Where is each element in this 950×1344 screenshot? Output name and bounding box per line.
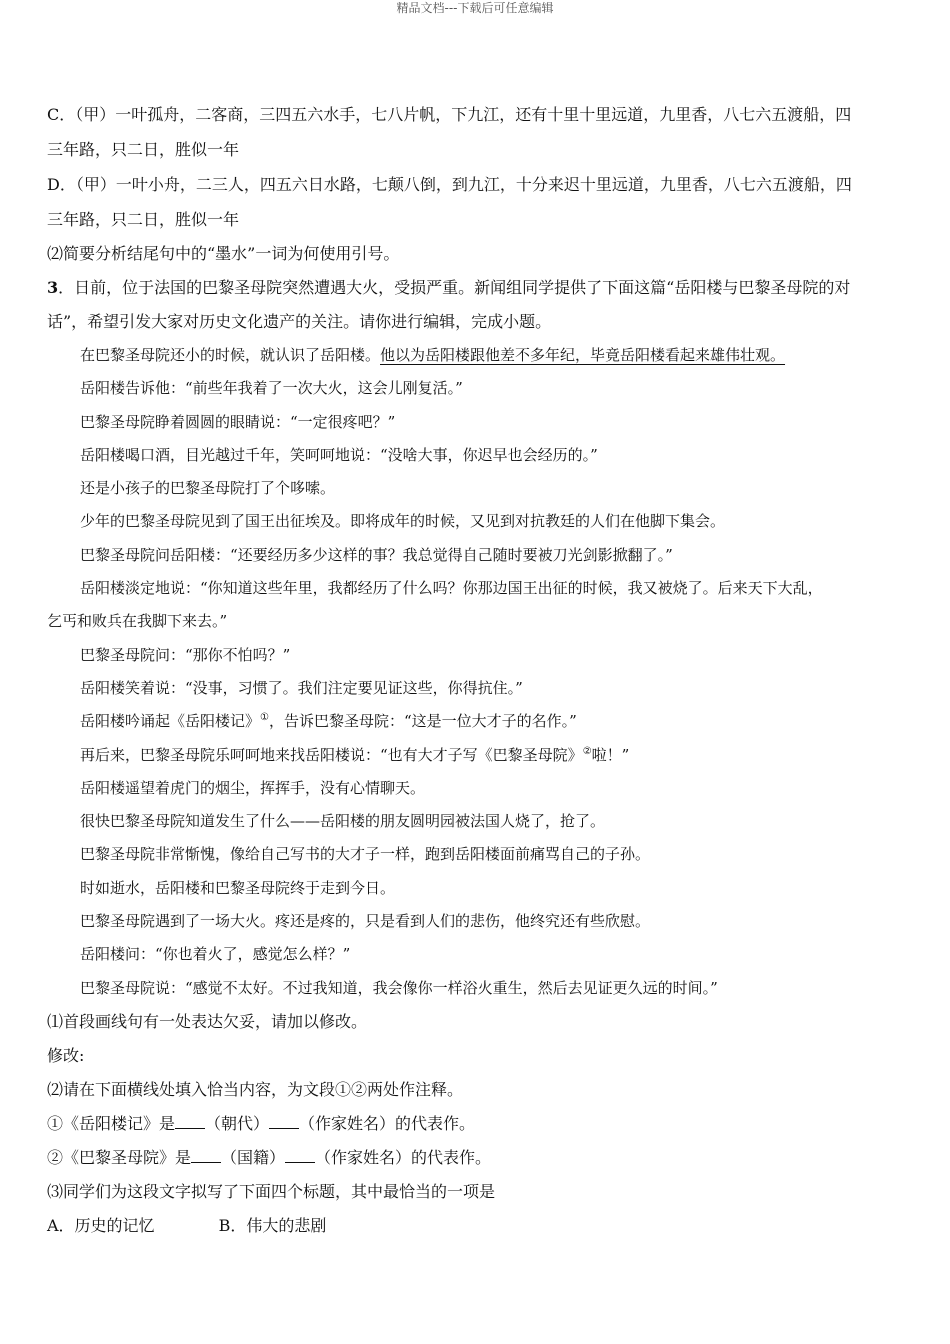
- fill-blank-b-pre: ②《巴黎圣母院》是: [47, 1147, 192, 1167]
- footnote-mark-1: ①: [260, 712, 269, 724]
- passage-para-10: 岳阳楼笑着说：“没事，习惯了。我们注定要见证这些，你得抗住。”: [80, 678, 523, 697]
- passage-para-8-line2: 乞丐和败兵在我脚下来去。”: [47, 612, 228, 631]
- page-header: 精品文档---下载后可任意编辑: [396, 1, 554, 15]
- passage-para-13: 岳阳楼遥望着虎门的烟尘，挥挥手，没有心情聊天。: [80, 778, 426, 797]
- option-b[interactable]: B．伟大的悲剧: [218, 1215, 327, 1235]
- passage-para-7: 巴黎圣母院问岳阳楼：“还要经历多少这样的事？我总觉得自己随时要被刀光剑影掀翻了。”: [80, 545, 673, 564]
- passage-para-3: 巴黎圣母院睁着圆圆的眼睛说：“一定很疼吧？”: [80, 412, 396, 431]
- question-3-text: ．日前，位于法国的巴黎圣母院突然遭遇大火，受损严重。新闻组同学提供了下面这篇“岳阳楼与巴黎圣母院的对: [58, 278, 851, 297]
- answer-label: 修改:: [47, 1045, 85, 1065]
- passage-para-15: 巴黎圣母院非常惭愧，像给自己写书的大才子一样，跑到岳阳楼面前痛骂自己的子孙。: [80, 845, 651, 864]
- passage-para-5: 还是小孩子的巴黎圣母院打了个哆嗦。: [80, 479, 336, 498]
- passage-para-9: 巴黎圣母院问：“那你不怕吗？”: [80, 645, 291, 664]
- passage-para-18: 岳阳楼问：“你也着火了，感觉怎么样？”: [80, 945, 351, 964]
- footnote-mark-2: ②: [582, 745, 592, 757]
- passage-para-12-a: 再后来，巴黎圣母院乐呵呵地来找岳阳楼说：“也有大才子写《巴黎圣母院》: [80, 745, 583, 764]
- option-d-line1: D．（甲）一叶小舟，二三人，四五六日水路，七颠八倒，到九江，十分来迟十里远道，九里香，八七六五渡船，四: [47, 175, 852, 194]
- sub-question-3: ⑶同学们为这段文字拟写了下面四个标题，其中最恰当的一项是: [47, 1181, 496, 1201]
- passage-para-8-line1: 岳阳楼淡定地说：“你知道这些年里，我都经历了什么吗？你那边国王出征的时候，我又被烧了。后来天下大乱，: [80, 579, 823, 598]
- passage-para-19: 巴黎圣母院说：“感觉不太好。不过我知道，我会像你一样浴火重生，然后去见证更久远的时间。”: [80, 978, 718, 997]
- passage-para-12: [47, 739, 907, 772]
- blank-dynasty[interactable]: [175, 1114, 205, 1129]
- passage-para-11-a: 岳阳楼吟诵起《岳阳楼记》: [80, 712, 261, 731]
- passage-para-1-text: 在巴黎圣母院还小的时候，就认识了岳阳楼。: [80, 346, 381, 364]
- sub-question-2-annotation: ⑵请在下面横线处填入恰当内容，为文段①②两处作注释。: [47, 1079, 464, 1099]
- passage-para-6: 少年的巴黎圣母院见到了国王出征埃及。即将成年的时候，又见到对抗教廷的人们在他脚下集会。: [80, 512, 726, 531]
- passage-para-11: [47, 705, 907, 738]
- fill-blank-b-mid1: （国籍）: [221, 1147, 286, 1167]
- passage-para-2: 岳阳楼告诉他：“前些年我着了一次大火，这会儿刚复活。”: [80, 379, 463, 398]
- blank-author-b[interactable]: [285, 1148, 315, 1163]
- underlined-sentence: 他以为岳阳楼跟他差不多年纪，毕竟岳阳楼看起来雄伟壮观。: [380, 346, 786, 364]
- blank-nationality[interactable]: [191, 1148, 221, 1163]
- option-a[interactable]: A．历史的记忆: [47, 1215, 155, 1235]
- fill-blank-b-mid2: （作家姓名）的代表作。: [315, 1147, 492, 1167]
- option-c-line2: 三年路，只二日，胜似一年: [47, 140, 240, 159]
- fill-blank-a-mid2: （作家姓名）的代表作。: [299, 1113, 476, 1133]
- fill-blank-a-pre: ①《岳阳楼记》是: [47, 1113, 176, 1133]
- question-3-line2: 话”，希望引发大家对历史文化遗产的关注。请你进行编辑，完成小题。: [47, 312, 552, 331]
- fill-blank-b: [47, 1141, 907, 1175]
- passage-para-14: 很快巴黎圣母院知道发生了什么——岳阳楼的朋友圆明园被法国人烧了，抢了。: [80, 812, 606, 831]
- answer-options: [47, 1209, 907, 1243]
- fill-blank-a-mid1: （朝代）: [205, 1113, 270, 1133]
- option-c-line1: C．（甲）一叶孤舟，二客商，三四五六水手，七八片帆，下九江，还有十里十里远道，九里香，八七六五渡船，四: [47, 105, 852, 124]
- question-number: 3: [47, 278, 59, 297]
- passage-para-1: [47, 339, 907, 372]
- question-3-line1: [47, 271, 907, 305]
- sub-question-2: ⑵简要分析结尾句中的“墨水”一词为何使用引号。: [47, 244, 400, 263]
- option-d-line2: 三年路，只二日，胜似一年: [47, 210, 240, 229]
- fill-blank-a: [47, 1107, 907, 1141]
- passage-para-4: 岳阳楼喝口酒，目光越过千年，笑呵呵地说：“没啥大事，你迟早也会经历的。”: [80, 445, 598, 464]
- document-body: [47, 97, 907, 1243]
- passage-para-12-b: 啦！”: [591, 745, 630, 764]
- passage-para-17: 巴黎圣母院遇到了一场大火。疼还是疼的，只是看到人们的悲伤，他终究还有些欣慰。: [80, 912, 651, 931]
- sub-question-1: ⑴首段画线句有一处表达欠妥，请加以修改。: [47, 1011, 368, 1031]
- blank-author-a[interactable]: [269, 1114, 299, 1129]
- passage-para-11-b: ，告诉巴黎圣母院：“这是一位大才子的名作。”: [268, 712, 577, 731]
- passage-para-16: 时如逝水，岳阳楼和巴黎圣母院终于走到今日。: [80, 878, 396, 897]
